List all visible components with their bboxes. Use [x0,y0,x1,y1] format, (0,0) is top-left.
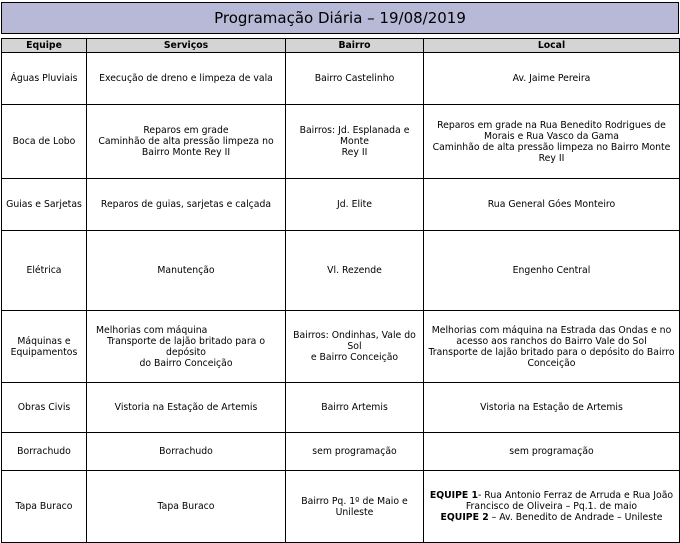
cell-local: Melhorias com máquina na Estrada das Ondas e no acesso aos ranchos do Bairro Vale do Sol Transporte de lajão britado para o depósito do Bairro Conceição [424,311,680,383]
table-row [2,231,680,311]
equipe-2-label: EQUIPE 2 [440,512,489,523]
cell-servicos: Vistoria na Estação de Artemis [87,383,286,433]
cell-servicos: Melhorias com máquina Transporte de lajão britado para o depósito do Bairro Conceição [87,311,286,383]
cell-equipe: Elétrica [2,231,87,311]
cell-bairro: Bairro Artemis [286,383,424,433]
page-title-text: Programação Diária – 19/08/2019 [214,9,466,27]
cell-local: sem programação [424,433,680,471]
equipe-1-label: EQUIPE 1 [429,490,478,501]
cell-local: EQUIPE 1- Rua Antonio Ferraz de Arruda e Rua João Francisco de Oliveira – Pq.1. de maio EQUIPE 2 – Av. Benedito de Andrade – Unileste [424,471,680,543]
cell-servicos: Borrachudo [87,433,286,471]
cell-equipe: Boca de Lobo [2,105,87,179]
cell-local: Reparos em grade na Rua Benedito Rodrigues de Morais e Rua Vasco da Gama Caminhão de alta pressão limpeza no Bairro Monte Rey II [424,105,680,179]
cell-local: Vistoria na Estação de Artemis [424,383,680,433]
cell-bairro: Bairro Pq. 1º de Maio e Unileste [286,471,424,543]
cell-bairro: Bairros: Ondinhas, Vale do Sol e Bairro Conceição [286,311,424,383]
header-row [2,39,680,53]
table-row [2,53,680,105]
page-title [1,2,679,34]
table-row [2,105,680,179]
table-row [2,311,680,383]
table-row [2,383,680,433]
cell-servicos: Tapa Buraco [87,471,286,543]
cell-servicos: Manutenção [87,231,286,311]
cell-equipe: Máquinas e Equipamentos [2,311,87,383]
cell-servicos: Reparos de guias, sarjetas e calçada [87,179,286,231]
cell-equipe: Guias e Sarjetas [2,179,87,231]
header-bairro: Bairro [286,39,424,53]
cell-equipe: Tapa Buraco [2,471,87,543]
cell-bairro: Jd. Elite [286,179,424,231]
cell-local: Av. Jaime Pereira [424,53,680,105]
cell-bairro: Bairros: Jd. Esplanada e Monte Rey II [286,105,424,179]
cell-equipe: Borrachudo [2,433,87,471]
header-local: Local [424,39,680,53]
cell-local: Rua General Góes Monteiro [424,179,680,231]
header-equipe: Equipe [2,39,87,53]
table-row [2,179,680,231]
cell-equipe: Obras Civis [2,383,87,433]
cell-servicos: Reparos em grade Caminhão de alta pressão limpeza no Bairro Monte Rey II [87,105,286,179]
table-row [2,433,680,471]
cell-servicos: Execução de dreno e limpeza de vala [87,53,286,105]
cell-bairro: Vl. Rezende [286,231,424,311]
cell-equipe: Águas Pluviais [2,53,87,105]
schedule-table [1,38,680,543]
cell-bairro: Bairro Castelinho [286,53,424,105]
cell-local: Engenho Central [424,231,680,311]
cell-bairro: sem programação [286,433,424,471]
header-servicos: Serviços [87,39,286,53]
